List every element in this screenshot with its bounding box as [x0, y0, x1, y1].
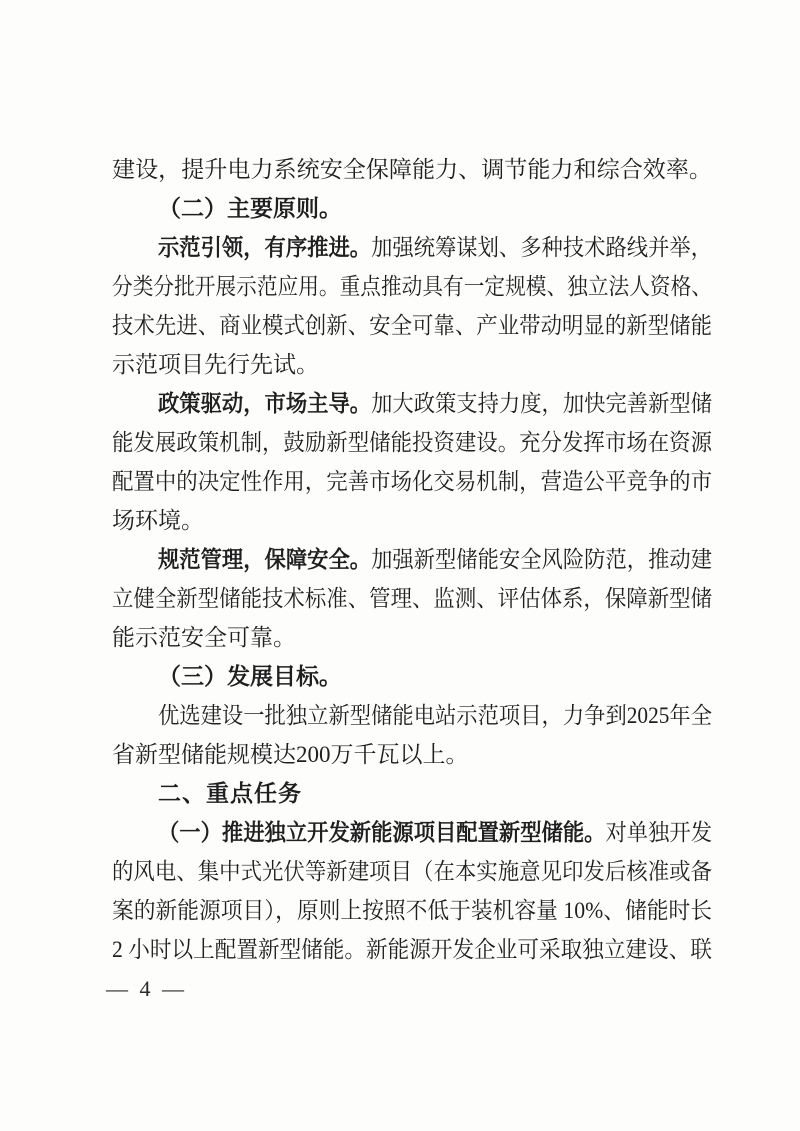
text-line-content — [158, 657, 342, 696]
text-line — [112, 579, 712, 618]
text-segment: 加大政策支持力度，加快完善新型储 — [371, 391, 712, 416]
text-segment: 加强统筹谋划、多种技术路线并举， — [371, 235, 712, 260]
text-segment: 案的新能源项目），原则上按照不低于装机容量 10%、储能时长 — [112, 898, 712, 923]
text-line — [112, 696, 712, 735]
text-segment: 场环境。 — [112, 508, 204, 533]
text-line-content — [158, 228, 712, 267]
text-segment: 建设，提升电力系统安全保障能力、调节能力和综合效率。 — [112, 157, 713, 182]
text-line — [112, 150, 712, 189]
text-line — [112, 345, 712, 384]
text-line-content — [112, 345, 319, 384]
text-line-content — [112, 618, 296, 657]
document-body — [112, 150, 712, 969]
text-segment: 能示范安全可靠。 — [112, 625, 296, 650]
text-line — [112, 618, 712, 657]
text-line — [112, 657, 712, 696]
text-segment: 技术先进、商业模式创新、安全可靠、产业带动明显的新型储能 — [112, 313, 712, 338]
text-line-content — [158, 540, 712, 579]
text-segment-emphasis: 规范管理，保障安全。 — [158, 547, 372, 572]
text-line-content — [112, 306, 712, 345]
text-segment: 的风电、集中式光伏等新建项目（在本实施意见印发后核准或备 — [112, 859, 712, 884]
text-line — [112, 735, 712, 774]
text-segment: 省新型储能规模达200万千瓦以上。 — [112, 742, 469, 767]
text-line — [112, 891, 712, 930]
text-line — [112, 501, 712, 540]
text-line — [112, 306, 712, 345]
page-number: — 4 — — [106, 976, 187, 1001]
text-line-content — [158, 696, 712, 735]
text-line-content — [158, 774, 302, 813]
text-segment: 分类分批开展示范应用。重点推动具有一定规模、独立法人资格、 — [112, 274, 712, 299]
text-line-content — [158, 189, 342, 228]
text-line — [112, 852, 712, 891]
text-line — [112, 384, 712, 423]
text-segment: 对单独开发 — [605, 820, 712, 845]
text-line-content — [112, 735, 469, 774]
text-segment: 能发展政策机制，鼓励新型储能投资建设。充分发挥市场在资源 — [112, 430, 712, 455]
text-line-content — [112, 852, 712, 891]
text-segment: 立健全新型储能技术标准、管理、监测、评估体系，保障新型储 — [112, 586, 712, 611]
text-line — [112, 423, 712, 462]
text-segment-emphasis: （二）主要原则。 — [158, 196, 342, 221]
text-line — [112, 228, 712, 267]
text-line-content — [112, 930, 712, 969]
text-segment: 示范项目先行先试。 — [112, 352, 319, 377]
text-line — [112, 540, 712, 579]
text-segment: 配置中的决定性作用，完善市场化交易机制，营造公平竞争的市 — [112, 469, 712, 494]
text-line — [112, 813, 712, 852]
text-line-content — [112, 267, 712, 306]
text-line-content — [158, 813, 712, 852]
text-line — [112, 774, 712, 813]
text-line-content — [158, 384, 712, 423]
text-line — [112, 462, 712, 501]
text-segment: 优选建设一批独立新型储能电站示范项目，力争到2025年全 — [158, 703, 712, 728]
text-line — [112, 930, 712, 969]
text-line-content — [112, 423, 712, 462]
text-segment-emphasis: 政策驱动，市场主导。 — [158, 391, 372, 416]
text-line-content — [112, 150, 712, 189]
text-segment: 2 小时以上配置新型储能。新能源开发企业可采取独立建设、联 — [112, 937, 712, 962]
text-line-content — [112, 579, 712, 618]
text-line — [112, 267, 712, 306]
text-line — [112, 189, 712, 228]
text-segment-emphasis: 示范引领，有序推进。 — [158, 235, 372, 260]
text-line-content — [112, 501, 204, 540]
text-segment-emphasis: （三）发展目标。 — [158, 664, 342, 689]
text-line-content — [112, 891, 712, 930]
text-segment-emphasis: （一）推进独立开发新能源项目配置新型储能。 — [158, 820, 606, 845]
text-line-content — [112, 462, 712, 501]
text-segment-emphasis: 二、重点任务 — [158, 780, 302, 806]
text-segment: 加强新型储能安全风险防范，推动建 — [371, 547, 712, 572]
